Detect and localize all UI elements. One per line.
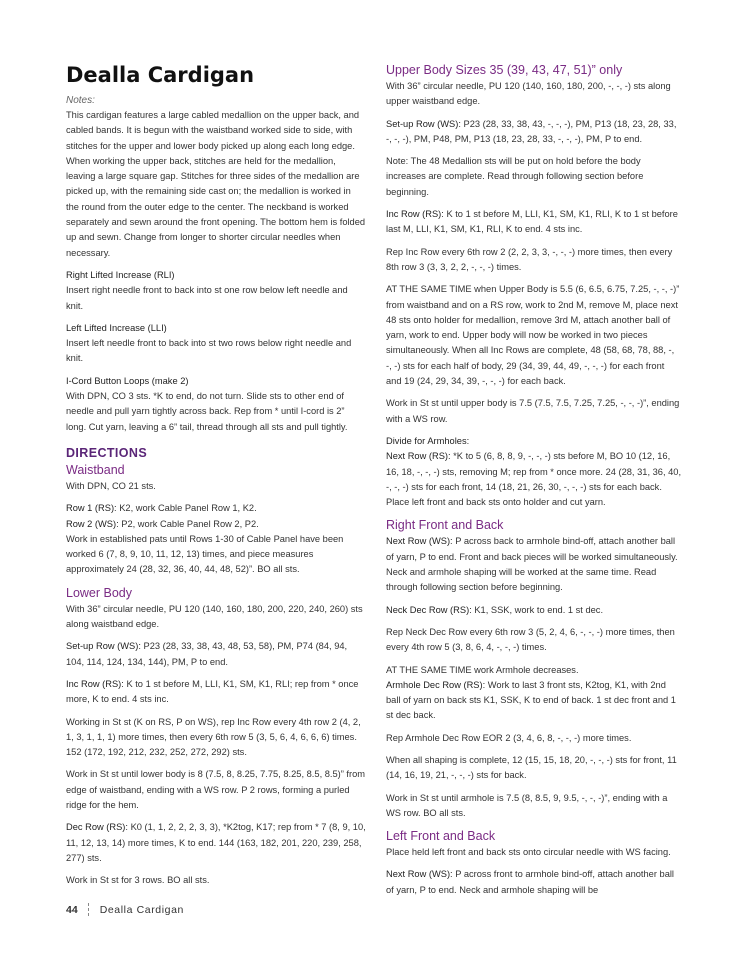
icord-label: I-Cord Button Loops (make 2)	[66, 375, 189, 386]
page-number: 44	[66, 903, 78, 916]
waistband-work: Work in established pats until Rows 1-30 of Cable Panel have been worked 6 (7, 8, 9, 10, 11, 12, 13) times, and piece measures approximately 24 (28, 32, 36, 40, 44, 48, 52)”. BO all sts.	[66, 533, 344, 575]
lower-final: Work in St st for 3 rows. BO all sts.	[66, 875, 210, 886]
notes-paragraph: This cardigan features a large cabled medallion on the upper back, and cabled bands. It is begun with the waistband worked side to side, with stitches for the upper and lower body picked up along each long edge. When working the upper back, stitches are held for the medallion, leaving a large square gap. Stitches for three sides of the medallion are picked up, with the remaining side cast on; the medallion is worked in the round from the outer edge to the center. The neckband is worked separately and sewn around the front opening. The bottom hem is folded up and sewn. Change from longer to shorter circular needles when necessary.	[66, 110, 366, 258]
icord-text: With DPN, CO 3 sts. *K to end, do not turn. Slide sts to other end of needle and pull yarn tightly across back. Rep from * until I-cord is 2” long. Cut yarn, leaving a 6” tail, thread through all sts and pull tightly.	[66, 391, 348, 432]
divide-next-text: *K to 5 (6, 8, 8, 9, -, -, -) sts before M, BO 10 (12, 16, 16, 18, -, -, -) sts, removing M; rep from * once more. 24 (28, 31, 36, 40, -, -, -) sts for each front, 14 (18, 21, 26, 30, -, -, -) sts for each back. Place left front and back sts onto holder and cut yarn.	[386, 451, 682, 508]
rfb-next-label: Next Row (WS):	[386, 536, 453, 547]
divide-label: Divide for Armholes:	[386, 435, 470, 446]
lfb-next-row	[386, 867, 682, 898]
upper-inc-row	[386, 207, 682, 238]
lfb-intro: Place held left front and back sts onto circular needle with WS facing.	[386, 847, 671, 858]
rli-text: Insert right needle front to back into st one row below left needle and knit.	[66, 285, 348, 311]
row1-line	[66, 501, 366, 516]
neck-rep: Rep Neck Dec Row every 6th row 3 (5, 2, 4, 6, -, -, -) more times, then every 4th row 5 (3, 8, 6, 4, -, -, -) times.	[386, 626, 675, 653]
waistband-rows	[66, 501, 366, 577]
waistband-intro: With DPN, CO 21 sts.	[66, 480, 156, 491]
upper-rep: Rep Inc Row every 6th row 2 (2, 2, 3, 3, -, -, -) more times, then every 8th row 3 (3, 3, 2, 2, -, -, -) times.	[386, 246, 673, 272]
footer-divider	[88, 903, 90, 916]
upper-body-heading: Upper Body Sizes 35 (39, 43, 47, 51)” only	[386, 63, 623, 77]
upper-setup-label: Set-up Row (WS):	[386, 118, 461, 129]
lower-setup-text: P23 (28, 33, 38, 43, 48, 53, 58), PM, P74 (84, 94, 104, 114, 124, 134, 144), PM, P to end.	[66, 641, 348, 667]
upper-until: Work in St st until upper body is 7.5 (7.5, 7.5, 7.25, 7.25, -, -, -)”, ending with a WS row.	[386, 398, 680, 424]
footer-pattern-name: Dealla Cardigan	[99, 903, 184, 916]
lli-block	[66, 321, 366, 367]
lower-setup-label: Set-up Row (WS):	[66, 641, 141, 652]
row1-text: K2, work Cable Panel Row 1, K2.	[116, 503, 257, 514]
notes-label: Notes:	[66, 95, 95, 106]
lli-label: Left Lifted Increase (LLI)	[66, 322, 167, 333]
divide-block	[386, 434, 682, 510]
lower-working: Working in St st (K on RS, P on WS), rep Inc Row every 4th row 2 (4, 2, 1, 3, 1, 1, 1) more times, then every 6th row 5 (3, 5, 6, 4, 6, 6, 6) times. 152 (172, 192, 212, 232, 252, 272, 292) sts.	[66, 716, 361, 758]
divide-next-row	[386, 449, 682, 510]
waistband-heading: Waistband	[66, 462, 125, 477]
armhole-dec-row	[386, 678, 682, 724]
row2-text: P2, work Cable Panel Row 2, P2.	[118, 518, 259, 529]
upper-inc-label: Inc Row (RS):	[386, 209, 444, 220]
icord-block	[66, 374, 366, 435]
rli-label: Right Lifted Increase (RLI)	[66, 269, 175, 280]
upper-body-intro: With 36” circular needle, PU 120 (140, 160, 180, 200, -, -, -) sts along upper waistband edge.	[386, 81, 671, 107]
armhole-block	[386, 663, 682, 724]
right-front-back-heading: Right Front and Back	[386, 518, 504, 533]
lower-inc-label: Inc Row (RS):	[66, 678, 124, 689]
armhole-same-time: AT THE SAME TIME work Armhole decreases.	[386, 664, 579, 675]
neck-dec-text: K1, SSK, work to end. 1 st dec.	[471, 604, 604, 615]
right-column	[386, 62, 682, 898]
lower-body-intro: With 36” circular needle, PU 120 (140, 160, 180, 200, 220, 240, 260) sts along waistband edge.	[66, 603, 363, 630]
neck-dec-row	[386, 603, 682, 618]
lower-dec-label: Dec Row (RS):	[66, 822, 128, 833]
lower-dec-text: K0 (1, 1, 2, 2, 2, 3, 3), *K2tog, K17; rep from * 7 (8, 9, 10, 11, 12, 13, 14) more times, K to end. 144 (163, 182, 201, 220, 239, 258, 277) sts.	[66, 822, 366, 863]
neck-dec-label: Neck Dec Row (RS):	[386, 604, 472, 615]
lower-setup-row	[66, 639, 366, 670]
rli-block	[66, 268, 366, 314]
lli-text: Insert left needle front to back into st two rows below right needle and knit.	[66, 338, 352, 364]
lower-inc-row	[66, 677, 366, 708]
armhole-until: Work in St st until armhole is 7.5 (8, 8.5, 9, 9.5, -, -, -)”, ending with a WS row. BO all sts.	[386, 792, 668, 818]
shaping-complete: When all shaping is complete, 12 (15, 15, 18, 20, -, -, -) sts for front, 11 (14, 16, 19, 21, -, -, -) sts for back.	[386, 754, 677, 781]
divide-next-label: Next Row (RS):	[386, 451, 451, 462]
page-title: Dealla Cardigan	[66, 63, 255, 87]
upper-note: Note: The 48 Medallion sts will be put on hold before the body increases are complete. Read through following section before beginning.	[386, 156, 644, 197]
lfb-next-text: P across front to armhole bind-off, attach another ball of yarn, P to end. Neck and armhole shaping will be	[386, 869, 674, 895]
row2-label: Row 2 (WS):	[66, 518, 119, 529]
armhole-dec-text: Work to last 3 front sts, K2tog, K1, with 2nd ball of yarn on back sts K1, SSK, K to end of back. 1 st dec front and 1 st dec back.	[386, 679, 676, 721]
armhole-rep: Rep Armhole Dec Row EOR 2 (3, 4, 6, 8, -, -, -) more times.	[386, 732, 632, 743]
row1-label: Row 1 (RS):	[66, 503, 117, 514]
row2-line	[66, 517, 366, 532]
upper-inc-text: K to 1 st before M, LLI, K1, SM, K1, RLI, K to 1 st before last M, LLI, K1, SM, K1, RLI, K to end. 4 sts inc.	[386, 209, 678, 235]
armhole-dec-label: Armhole Dec Row (RS):	[386, 679, 486, 690]
lower-body-heading: Lower Body	[66, 585, 133, 600]
lfb-next-label: Next Row (WS):	[386, 869, 453, 880]
left-front-back-heading: Left Front and Back	[386, 829, 496, 844]
lower-dec-row	[66, 820, 366, 866]
lower-until: Work in St st until lower body is 8 (7.5, 8, 8.25, 7.75, 8.25, 8.5, 8.5)” from edge of waistband, ending with a WS row. P 2 rows, forming a purled ridge for the hem.	[66, 769, 366, 810]
upper-same-time: AT THE SAME TIME when Upper Body is 5.5 (6, 6.5, 6.75, 7.25, -, -, -)” from waistband and on a RS row, work to 2nd M, remove M, place next 48 sts onto holder for medallion, remove 3rd M, attach another ball of yarn, work to end. Upper body will now be worked in two pieces simultaneously. When all Inc Rows are complete, 48 (58, 68, 78, 88, -, -, -) sts for each half of body, 29 (34, 39, 44, 49, -, -, -) for each front and 19 (24, 29, 34, 39, -, -, -) for each back.	[386, 284, 680, 387]
left-column	[66, 62, 366, 888]
directions-heading: DIRECTIONS	[66, 445, 148, 460]
page-footer	[66, 903, 184, 916]
rfb-next-text: P across back to armhole bind-off, attach another ball of yarn, P to end. Front and back pieces will be worked simultaneously. Neck and armhole shaping will be worked at the same time. Read through following section before beginning.	[386, 536, 678, 593]
rfb-next-row	[386, 534, 682, 595]
upper-setup-row	[386, 117, 682, 148]
upper-setup-text: P23 (28, 33, 38, 43, -, -, -), PM, P13 (18, 23, 28, 33, -, -, -), PM, P48, PM, P13 (18, 23, 28, 33, -, -, -), PM, P to end.	[386, 118, 677, 144]
lower-inc-text: K to 1 st before M, LLI, K1, SM, K1, RLI; rep from * once more, K to end. 4 sts inc.	[66, 678, 359, 705]
